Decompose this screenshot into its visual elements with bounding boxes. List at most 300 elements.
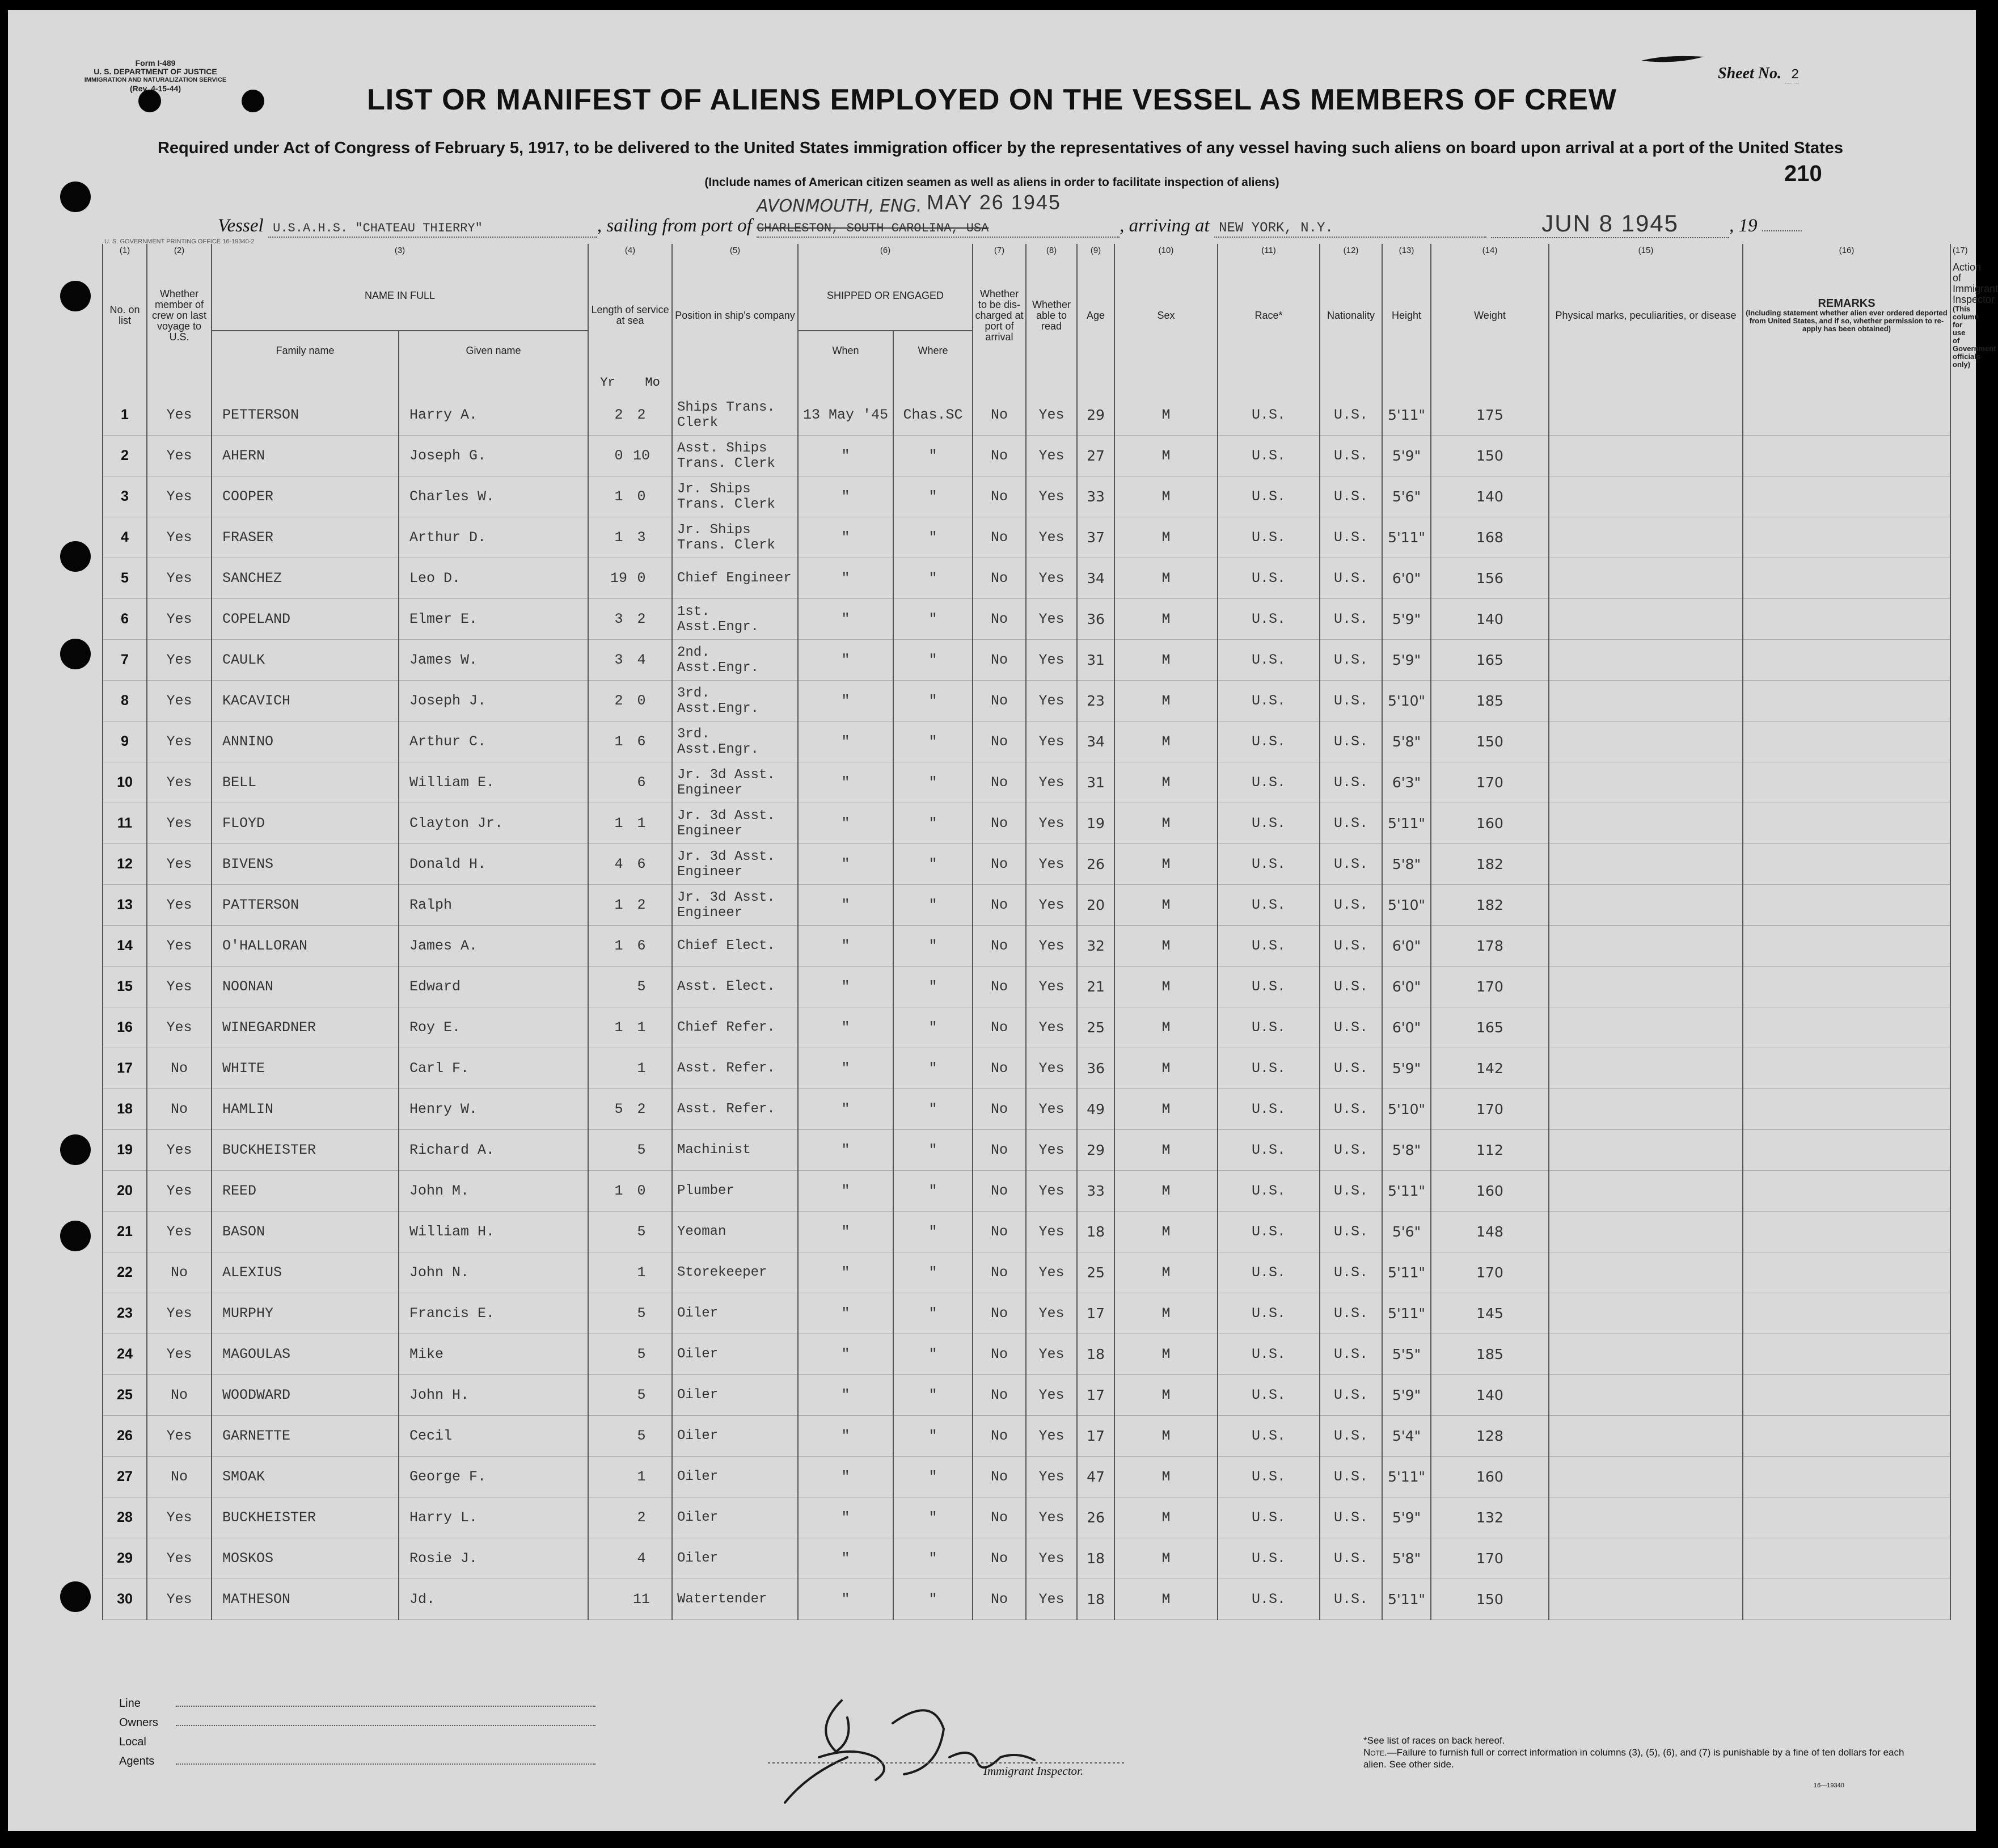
family-name: PETTERSON xyxy=(212,395,399,436)
sex: M xyxy=(1114,1171,1218,1212)
shipped-when: " xyxy=(798,640,893,681)
table-row xyxy=(103,926,1950,967)
sex: M xyxy=(1114,762,1218,803)
weight: 132 xyxy=(1431,1497,1549,1538)
punch-hole xyxy=(60,281,91,311)
given-name: Joseph J. xyxy=(399,681,588,722)
race: U.S. xyxy=(1218,1497,1320,1538)
age: 34 xyxy=(1077,558,1114,599)
physical-marks xyxy=(1549,640,1743,681)
header-race: Race* xyxy=(1218,261,1320,370)
line-field xyxy=(119,1694,595,1713)
col-num: (13) xyxy=(1382,244,1431,261)
row-number: 20 xyxy=(103,1171,147,1212)
shipped-when: " xyxy=(798,1089,893,1130)
shipped-where: " xyxy=(893,1334,973,1375)
position: Oiler xyxy=(672,1375,798,1416)
position: Machinist xyxy=(672,1130,798,1171)
position: Ships Trans. Clerk xyxy=(672,395,798,436)
shipped-where: " xyxy=(893,926,973,967)
service-months: 6 xyxy=(637,774,646,791)
position: Watertender xyxy=(672,1579,798,1620)
shipped-when: " xyxy=(798,722,893,762)
service-years: 1 xyxy=(614,733,623,750)
form-number: Form I-489 xyxy=(135,58,176,67)
position: Asst. Elect. xyxy=(672,967,798,1007)
able-to-read: Yes xyxy=(1026,1334,1077,1375)
given-name: Arthur D. xyxy=(399,517,588,558)
height: 5'10" xyxy=(1382,681,1431,722)
length-of-service xyxy=(588,681,672,722)
remarks xyxy=(1743,599,1950,640)
col-num: (15) xyxy=(1549,244,1743,261)
header-given-name: Given name xyxy=(399,331,588,370)
physical-marks xyxy=(1549,1130,1743,1171)
header-remarks xyxy=(1743,261,1950,370)
col-num: (16) xyxy=(1743,244,1950,261)
last-voyage: Yes xyxy=(147,1007,212,1048)
height: 5'9" xyxy=(1382,599,1431,640)
able-to-read: Yes xyxy=(1026,844,1077,885)
race: U.S. xyxy=(1218,1293,1320,1334)
shipped-where: Chas.SC xyxy=(893,395,973,436)
table-row xyxy=(103,1416,1950,1457)
service-months: 1 xyxy=(637,1019,646,1036)
shipped-where: " xyxy=(893,436,973,476)
sex: M xyxy=(1114,1538,1218,1579)
service-months: 5 xyxy=(637,1305,646,1322)
sex: M xyxy=(1114,844,1218,885)
nationality: U.S. xyxy=(1320,1252,1382,1293)
arriving-label: , arriving at xyxy=(1120,216,1210,236)
sex: M xyxy=(1114,1293,1218,1334)
table-row xyxy=(103,722,1950,762)
given-name: Donald H. xyxy=(399,844,588,885)
given-name: Carl F. xyxy=(399,1048,588,1089)
given-name: John M. xyxy=(399,1171,588,1212)
last-voyage: Yes xyxy=(147,885,212,926)
last-voyage: Yes xyxy=(147,1171,212,1212)
able-to-read: Yes xyxy=(1026,436,1077,476)
weight: 168 xyxy=(1431,517,1549,558)
punch-hole xyxy=(60,1581,91,1612)
family-name: O'HALLORAN xyxy=(212,926,399,967)
position: 3rd. Asst.Engr. xyxy=(672,722,798,762)
discharged: No xyxy=(973,640,1026,681)
given-name: Ralph xyxy=(399,885,588,926)
table-row xyxy=(103,1252,1950,1293)
race: U.S. xyxy=(1218,517,1320,558)
row-number: 1 xyxy=(103,395,147,436)
punch-hole xyxy=(60,1134,91,1165)
note-text: —Failure to furnish full or correct information in columns (3), (5), (6), and (7) is punishable by a fine of ten dollars for each alien. See other side. xyxy=(1363,1747,1904,1770)
weight: 160 xyxy=(1431,1171,1549,1212)
service-years: 1 xyxy=(614,897,623,913)
discharged: No xyxy=(973,1416,1026,1457)
age: 49 xyxy=(1077,1089,1114,1130)
col-num: (12) xyxy=(1320,244,1382,261)
table-row xyxy=(103,476,1950,517)
shipped-when: " xyxy=(798,1457,893,1497)
sailing-label: , sailing from port of xyxy=(597,216,752,236)
weight: 185 xyxy=(1431,1334,1549,1375)
able-to-read: Yes xyxy=(1026,599,1077,640)
discharged: No xyxy=(973,1497,1026,1538)
table-row xyxy=(103,1130,1950,1171)
height: 5'6" xyxy=(1382,1212,1431,1252)
height: 5'6" xyxy=(1382,476,1431,517)
length-of-service xyxy=(588,1457,672,1497)
service-months: 0 xyxy=(637,1183,646,1199)
race: U.S. xyxy=(1218,722,1320,762)
header-able-to-read: Whether able to read xyxy=(1026,261,1077,370)
length-of-service xyxy=(588,1538,672,1579)
header-when: When xyxy=(798,331,893,370)
family-name: MOSKOS xyxy=(212,1538,399,1579)
position: Oiler xyxy=(672,1293,798,1334)
able-to-read: Yes xyxy=(1026,803,1077,844)
able-to-read: Yes xyxy=(1026,1497,1077,1538)
able-to-read: Yes xyxy=(1026,476,1077,517)
able-to-read: Yes xyxy=(1026,640,1077,681)
shipped-where: " xyxy=(893,1293,973,1334)
last-voyage: No xyxy=(147,1252,212,1293)
header-row: No. on list Whether member of crew on last voyage to U.S. NAME IN FULL Length of service at sea Position in ship's company SHIPPED OR ENGAGED Whether to be dis-charged at port of arrival Whether able to read Age Sex Race* Nationality Height Weight Physical marks, peculiarities, or disease REMARKS (Including statement whether alien ever ordered deported from United States, and if so, whether permission to re-apply has been obtained) Action of Immigrant Inspector (This column for use of Government officials only) xyxy=(103,261,1950,331)
remarks xyxy=(1743,681,1950,722)
sex: M xyxy=(1114,1334,1218,1375)
last-voyage: No xyxy=(147,1048,212,1089)
race: U.S. xyxy=(1218,681,1320,722)
row-number: 22 xyxy=(103,1252,147,1293)
gpo-line: U. S. GOVERNMENT PRINTING OFFICE 16-19340-2 xyxy=(104,238,255,245)
given-name: Joseph G. xyxy=(399,436,588,476)
row-number: 6 xyxy=(103,599,147,640)
position: 2nd. Asst.Engr. xyxy=(672,640,798,681)
shipped-where: " xyxy=(893,1457,973,1497)
last-voyage: Yes xyxy=(147,1293,212,1334)
discharged: No xyxy=(973,1538,1026,1579)
discharged: No xyxy=(973,762,1026,803)
last-voyage: No xyxy=(147,1457,212,1497)
nationality: U.S. xyxy=(1320,476,1382,517)
given-name: Elmer E. xyxy=(399,599,588,640)
remarks xyxy=(1743,1252,1950,1293)
sex: M xyxy=(1114,1252,1218,1293)
table-row xyxy=(103,1334,1950,1375)
age: 17 xyxy=(1077,1416,1114,1457)
family-name: FRASER xyxy=(212,517,399,558)
row-number: 19 xyxy=(103,1130,147,1171)
service: IMMIGRATION AND NATURALIZATION SERVICE xyxy=(84,77,227,83)
age: 33 xyxy=(1077,1171,1114,1212)
service-months: 6 xyxy=(637,856,646,872)
discharged: No xyxy=(973,1171,1026,1212)
height: 5'11" xyxy=(1382,1579,1431,1620)
service-months: 2 xyxy=(637,897,646,913)
family-name: ALEXIUS xyxy=(212,1252,399,1293)
height: 6'0" xyxy=(1382,926,1431,967)
discharged: No xyxy=(973,558,1026,599)
shipped-when: " xyxy=(798,844,893,885)
table-row xyxy=(103,558,1950,599)
weight: 178 xyxy=(1431,926,1549,967)
position: Asst. Ships Trans. Clerk xyxy=(672,436,798,476)
age: 29 xyxy=(1077,395,1114,436)
shipped-where: " xyxy=(893,1579,973,1620)
family-name: CAULK xyxy=(212,640,399,681)
able-to-read: Yes xyxy=(1026,967,1077,1007)
nationality: U.S. xyxy=(1320,395,1382,436)
service-months: 6 xyxy=(637,938,646,954)
position: Asst. Refer. xyxy=(672,1089,798,1130)
race: U.S. xyxy=(1218,1089,1320,1130)
shipped-where: " xyxy=(893,722,973,762)
table-row xyxy=(103,436,1950,476)
weight: 156 xyxy=(1431,558,1549,599)
physical-marks xyxy=(1549,1293,1743,1334)
service-months: 4 xyxy=(637,652,646,668)
crew-manifest-table xyxy=(102,244,1998,1620)
height: 5'11" xyxy=(1382,803,1431,844)
vessel-label: Vessel xyxy=(218,216,264,236)
family-name: BELL xyxy=(212,762,399,803)
given-name: Edward xyxy=(399,967,588,1007)
table-row xyxy=(103,762,1950,803)
length-of-service xyxy=(588,1497,672,1538)
given-name: Richard A. xyxy=(399,1130,588,1171)
weight: 150 xyxy=(1431,722,1549,762)
age: 26 xyxy=(1077,844,1114,885)
age: 31 xyxy=(1077,762,1114,803)
header-last-voyage: Whether member of crew on last voyage to U.S. xyxy=(147,261,212,370)
nationality: U.S. xyxy=(1320,1130,1382,1171)
age: 47 xyxy=(1077,1457,1114,1497)
race: U.S. xyxy=(1218,762,1320,803)
height: 5'9" xyxy=(1382,1048,1431,1089)
remarks xyxy=(1743,1089,1950,1130)
race: U.S. xyxy=(1218,803,1320,844)
physical-marks xyxy=(1549,1048,1743,1089)
age: 26 xyxy=(1077,1497,1114,1538)
nationality: U.S. xyxy=(1320,1212,1382,1252)
race: U.S. xyxy=(1218,395,1320,436)
department: U. S. DEPARTMENT OF JUSTICE xyxy=(94,67,217,76)
row-number: 3 xyxy=(103,476,147,517)
weight: 182 xyxy=(1431,885,1549,926)
row-number: 5 xyxy=(103,558,147,599)
sailing-port-typed: CHARLESTON, SOUTH CAROLINA, USA xyxy=(757,221,989,235)
height: 5'10" xyxy=(1382,1089,1431,1130)
length-of-service xyxy=(588,1375,672,1416)
header-height: Height xyxy=(1382,261,1431,370)
shipped-when: 13 May '45 xyxy=(798,395,893,436)
last-voyage: Yes xyxy=(147,476,212,517)
header-no-on-list: No. on list xyxy=(103,261,147,370)
last-voyage: Yes xyxy=(147,1334,212,1375)
weight: 160 xyxy=(1431,1457,1549,1497)
row-number: 29 xyxy=(103,1538,147,1579)
length-of-service xyxy=(588,1293,672,1334)
shipped-where: " xyxy=(893,517,973,558)
sex: M xyxy=(1114,599,1218,640)
year-month-row xyxy=(103,370,1950,395)
table-row xyxy=(103,1579,1950,1620)
weight: 160 xyxy=(1431,803,1549,844)
punch-hole xyxy=(60,639,91,669)
length-of-service xyxy=(588,558,672,599)
shipped-when: " xyxy=(798,967,893,1007)
discharged: No xyxy=(973,517,1026,558)
service-months: 5 xyxy=(637,1223,646,1240)
family-name: BIVENS xyxy=(212,844,399,885)
last-voyage: Yes xyxy=(147,926,212,967)
shipped-where: " xyxy=(893,558,973,599)
weight: 142 xyxy=(1431,1048,1549,1089)
position: Oiler xyxy=(672,1538,798,1579)
race: U.S. xyxy=(1218,1212,1320,1252)
given-name: William H. xyxy=(399,1212,588,1252)
col-num: (4) xyxy=(588,244,672,261)
height: 5'10" xyxy=(1382,885,1431,926)
position: Plumber xyxy=(672,1171,798,1212)
height: 6'0" xyxy=(1382,1007,1431,1048)
shipped-where: " xyxy=(893,1171,973,1212)
remarks xyxy=(1743,395,1950,436)
able-to-read: Yes xyxy=(1026,1457,1077,1497)
col-num: (1) xyxy=(103,244,147,261)
family-name: SANCHEZ xyxy=(212,558,399,599)
position: Jr. 3d Asst. Engineer xyxy=(672,762,798,803)
row-number: 11 xyxy=(103,803,147,844)
weight: 185 xyxy=(1431,681,1549,722)
manifest-table-wrapper xyxy=(102,244,1998,1677)
last-voyage: Yes xyxy=(147,681,212,722)
nationality: U.S. xyxy=(1320,599,1382,640)
family-name: WINEGARDNER xyxy=(212,1007,399,1048)
last-voyage: Yes xyxy=(147,1130,212,1171)
race: U.S. xyxy=(1218,1007,1320,1048)
given-name: Charles W. xyxy=(399,476,588,517)
family-name: NOONAN xyxy=(212,967,399,1007)
race: U.S. xyxy=(1218,1457,1320,1497)
given-name: Francis E. xyxy=(399,1293,588,1334)
given-name: Harry A. xyxy=(399,395,588,436)
table-row xyxy=(103,1375,1950,1416)
nationality: U.S. xyxy=(1320,926,1382,967)
family-name: KACAVICH xyxy=(212,681,399,722)
include-note: (Include names of American citizen seamen as well as aliens in order to facilitate inspection of aliens) xyxy=(704,176,1279,189)
physical-marks xyxy=(1549,722,1743,762)
physical-marks xyxy=(1549,1538,1743,1579)
last-voyage: Yes xyxy=(147,395,212,436)
physical-marks xyxy=(1549,681,1743,722)
sailing-port-handwritten: AVONMOUTH, ENG. xyxy=(757,196,922,216)
service-months: 2 xyxy=(637,1101,646,1117)
row-number: 18 xyxy=(103,1089,147,1130)
height: 5'9" xyxy=(1382,1375,1431,1416)
requirement-text: Required under Act of Congress of February 5, 1917, to be delivered to the United States immigration officer by the representatives of any vessel having such aliens on board upon arrival at a port of the United States xyxy=(157,139,1844,157)
remarks xyxy=(1743,436,1950,476)
last-voyage: No xyxy=(147,1375,212,1416)
age: 25 xyxy=(1077,1007,1114,1048)
weight: 148 xyxy=(1431,1212,1549,1252)
sex: M xyxy=(1114,1212,1218,1252)
remarks xyxy=(1743,1130,1950,1171)
family-name: BUCKHEISTER xyxy=(212,1130,399,1171)
age: 33 xyxy=(1077,476,1114,517)
length-of-service xyxy=(588,517,672,558)
shipped-when: " xyxy=(798,1416,893,1457)
table-row xyxy=(103,1212,1950,1252)
able-to-read: Yes xyxy=(1026,1538,1077,1579)
weight: 182 xyxy=(1431,844,1549,885)
height: 5'11" xyxy=(1382,1252,1431,1293)
nationality: U.S. xyxy=(1320,1579,1382,1620)
remarks xyxy=(1743,476,1950,517)
row-number: 25 xyxy=(103,1375,147,1416)
column-number-row: (1) (2) (3) (4) (5) (6) (7) (8) (9) (10) (11) (12) (13) (14) (15) (16) (17) xyxy=(103,244,1950,261)
sailing-date-stamp: MAY 26 1945 xyxy=(927,191,1061,214)
last-voyage: Yes xyxy=(147,1212,212,1252)
nationality: U.S. xyxy=(1320,1007,1382,1048)
year-month-label xyxy=(588,370,672,395)
row-number: 27 xyxy=(103,1457,147,1497)
col-num: (9) xyxy=(1077,244,1114,261)
month-label: Mo xyxy=(645,375,660,390)
remarks xyxy=(1743,803,1950,844)
punch-hole xyxy=(60,1221,91,1251)
remarks xyxy=(1743,1293,1950,1334)
length-of-service xyxy=(588,1171,672,1212)
discharged: No xyxy=(973,1089,1026,1130)
nationality: U.S. xyxy=(1320,844,1382,885)
race: U.S. xyxy=(1218,558,1320,599)
sex: M xyxy=(1114,1416,1218,1457)
nationality: U.S. xyxy=(1320,681,1382,722)
position: Oiler xyxy=(672,1497,798,1538)
last-voyage: No xyxy=(147,1089,212,1130)
header-sex: Sex xyxy=(1114,261,1218,370)
physical-marks xyxy=(1549,967,1743,1007)
family-name: GARNETTE xyxy=(212,1416,399,1457)
length-of-service xyxy=(588,803,672,844)
position: 3rd. Asst.Engr. xyxy=(672,681,798,722)
service-years: 2 xyxy=(614,693,623,709)
length-of-service xyxy=(588,476,672,517)
nationality: U.S. xyxy=(1320,1334,1382,1375)
header-where: Where xyxy=(893,331,973,370)
shipped-where: " xyxy=(893,1089,973,1130)
sex: M xyxy=(1114,476,1218,517)
position: Oiler xyxy=(672,1416,798,1457)
able-to-read: Yes xyxy=(1026,517,1077,558)
discharged: No xyxy=(973,1212,1026,1252)
physical-marks xyxy=(1549,762,1743,803)
service-months: 5 xyxy=(637,1346,646,1362)
vessel-name: U.S.A.H.S. "CHATEAU THIERRY" xyxy=(273,221,483,235)
weight: 170 xyxy=(1431,1252,1549,1293)
age: 18 xyxy=(1077,1334,1114,1375)
physical-marks xyxy=(1549,395,1743,436)
row-number: 17 xyxy=(103,1048,147,1089)
age: 19 xyxy=(1077,803,1114,844)
height: 6'3" xyxy=(1382,762,1431,803)
row-number: 28 xyxy=(103,1497,147,1538)
header-position: Position in ship's company xyxy=(672,261,798,370)
physical-marks xyxy=(1549,1252,1743,1293)
physical-marks xyxy=(1549,436,1743,476)
given-name: Jd. xyxy=(399,1579,588,1620)
